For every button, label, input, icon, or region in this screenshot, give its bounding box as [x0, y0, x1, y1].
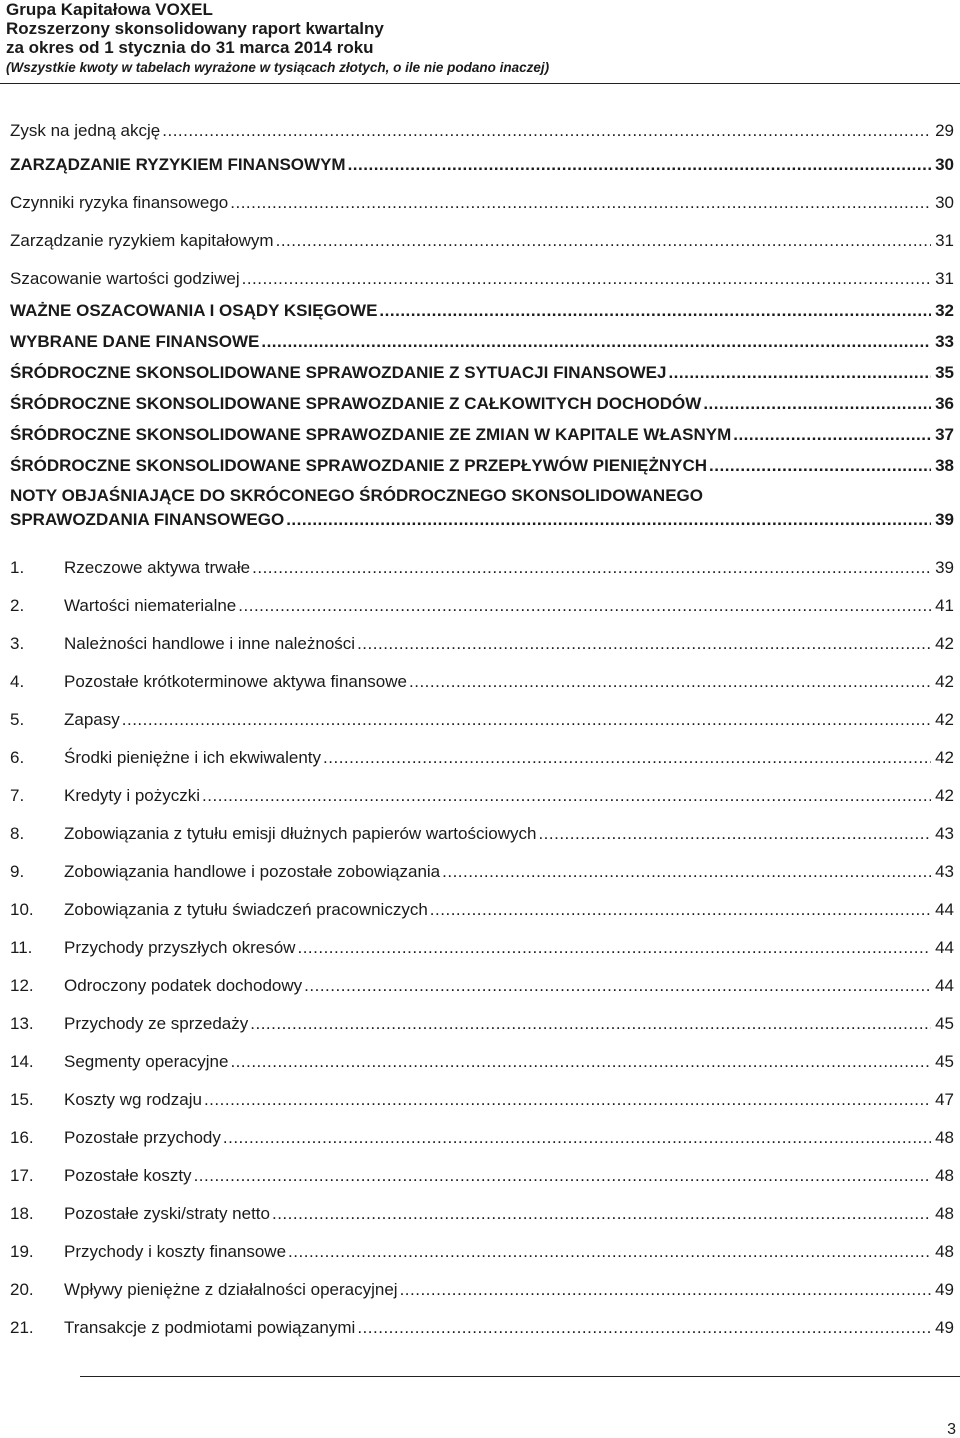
toc-entry-title: Zapasy — [64, 710, 120, 729]
toc-entry-title: Zysk na jedną akcję — [10, 121, 161, 140]
toc-entry[interactable] — [10, 360, 954, 384]
toc-note-entry[interactable] — [10, 1087, 954, 1111]
toc-entry-title: WAŻNE OSZACOWANIA I OSĄDY KSIĘGOWE — [10, 301, 378, 320]
toc-entry-title: ZARZĄDZANIE RYZYKIEM FINANSOWYM — [10, 155, 346, 174]
toc-entry-title: Pozostałe krótkoterminowe aktywa finansowe — [64, 672, 407, 691]
toc-entry-page: 44 — [935, 900, 954, 919]
toc-entry-page: 38 — [935, 456, 954, 475]
toc-leader — [286, 508, 931, 532]
toc-note-entry[interactable] — [10, 1239, 954, 1263]
toc-note-entry[interactable] — [10, 783, 954, 807]
toc-leader — [409, 671, 931, 693]
toc-entry-number: 9. — [10, 862, 25, 881]
toc-leader — [733, 424, 931, 446]
toc-entry-page: 48 — [935, 1166, 954, 1185]
toc-entry-number: 15. — [10, 1090, 34, 1109]
toc-entry-page: 43 — [935, 862, 954, 881]
toc-entry-title: Wpływy pieniężne z działalności operacyjnej — [64, 1280, 398, 1299]
toc-entry-title: Pozostałe przychody — [64, 1128, 221, 1147]
toc-entry[interactable] — [10, 453, 954, 477]
toc-entry-number: 1. — [10, 558, 25, 577]
toc-entry-page: 33 — [935, 332, 954, 351]
toc-leader — [230, 192, 931, 214]
toc-leader — [204, 1089, 931, 1111]
toc-entry-number: 7. — [10, 786, 25, 805]
toc-entry-number: 12. — [10, 976, 34, 995]
toc-entry-title: Przychody przyszłych okresów — [64, 938, 296, 957]
toc-entry-page: 35 — [935, 363, 954, 382]
toc-entry-title: ŚRÓDROCZNE SKONSOLIDOWANE SPRAWOZDANIE Z SYTUACJI FINANSOWEJ — [10, 363, 667, 382]
toc-leader — [430, 899, 931, 921]
toc-leader — [223, 1127, 931, 1149]
toc-leader — [242, 268, 931, 290]
toc-entry-title: ŚRÓDROCZNE SKONSOLIDOWANE SPRAWOZDANIE Z PRZEPŁYWÓW PIENIĘŻNYCH — [10, 456, 708, 475]
toc-leader — [252, 557, 931, 579]
toc-leader — [357, 633, 931, 655]
toc-entry-number: 10. — [10, 900, 34, 919]
toc-entry-number: 16. — [10, 1128, 34, 1147]
toc-entry-page: 44 — [935, 938, 954, 957]
toc-leader — [261, 331, 931, 353]
toc-entry-page: 41 — [935, 596, 954, 615]
toc-entry-page: 43 — [935, 824, 954, 843]
toc-leader — [323, 747, 931, 769]
toc-leader — [202, 785, 931, 807]
toc-entry-page: 49 — [935, 1318, 954, 1337]
toc-entry[interactable] — [10, 422, 954, 446]
toc-note-entry[interactable] — [10, 1277, 954, 1301]
toc-note-entry[interactable] — [10, 859, 954, 883]
toc-entry-title-continued: SPRAWOZDANIA FINANSOWEGO — [10, 510, 285, 529]
toc-entry-page: 48 — [935, 1128, 954, 1147]
toc-entry-title: WYBRANE DANE FINANSOWE — [10, 332, 260, 351]
toc-entry-title: ŚRÓDROCZNE SKONSOLIDOWANE SPRAWOZDANIE Z CAŁKOWITYCH DOCHODÓW — [10, 394, 702, 413]
toc-entry-title: Kredyty i pożyczki — [64, 786, 201, 805]
toc-entry-page: 42 — [935, 672, 954, 691]
toc-note-entry[interactable] — [10, 555, 954, 579]
toc-leader — [379, 300, 931, 322]
toc-entry-number: 18. — [10, 1204, 34, 1223]
toc-entry-title: Wartości niematerialne — [64, 596, 237, 615]
toc-entry-title: Przychody ze sprzedaży — [64, 1014, 249, 1033]
toc-leader — [538, 823, 931, 845]
toc-entry-title: NOTY OBJAŚNIAJĄCE DO SKRÓCONEGO ŚRÓDROCZNEGO SKONSOLIDOWANEGO — [10, 486, 703, 505]
company-name: Grupa Kapitałowa VOXEL — [6, 0, 213, 19]
toc-entry-number: 17. — [10, 1166, 34, 1185]
toc-entry-number: 19. — [10, 1242, 34, 1261]
toc-leader — [250, 1013, 931, 1035]
report-period: za okres od 1 stycznia do 31 marca 2014 roku — [6, 38, 374, 57]
toc-entry[interactable] — [10, 484, 954, 532]
toc-entry-title: Środki pieniężne i ich ekwiwalenty — [64, 748, 322, 767]
toc-entry-title: Szacowanie wartości godziwej — [10, 269, 240, 288]
toc-entry-page: 29 — [935, 121, 954, 140]
toc-entry-page: 39 — [935, 558, 954, 577]
toc-entry-number: 11. — [10, 938, 33, 957]
toc-entry[interactable] — [10, 266, 954, 290]
toc-entry-page: 36 — [935, 394, 954, 413]
toc-leader — [162, 120, 931, 142]
toc-leader — [238, 595, 931, 617]
toc-entry-number: 14. — [10, 1052, 34, 1071]
toc-note-entry[interactable] — [10, 1049, 954, 1073]
toc-entry-page: 45 — [935, 1014, 954, 1033]
toc-entry[interactable] — [10, 118, 954, 142]
report-title: Rozszerzony skonsolidowany raport kwartalny — [6, 19, 384, 38]
toc-entry-page: 31 — [935, 231, 954, 250]
toc-entry-number: 4. — [10, 672, 25, 691]
toc-entry-title: Czynniki ryzyka finansowego — [10, 193, 229, 212]
page-number: 3 — [947, 1421, 956, 1438]
toc-entry-title: Segmenty operacyjne — [64, 1052, 229, 1071]
toc-entry-page: 45 — [935, 1052, 954, 1071]
toc-entry-page: 42 — [935, 710, 954, 729]
toc-leader — [297, 937, 931, 959]
toc-entry-number: 20. — [10, 1280, 34, 1299]
toc-note-entry[interactable] — [10, 1315, 954, 1339]
toc-entry-page: 47 — [935, 1090, 954, 1109]
toc-entry-page: 30 — [935, 155, 954, 174]
toc-note-entry[interactable] — [10, 1201, 954, 1225]
toc-entry-page: 42 — [935, 786, 954, 805]
toc-note-entry[interactable] — [10, 669, 954, 693]
toc-leader — [357, 1317, 931, 1339]
toc-entry-page: 32 — [935, 301, 954, 320]
toc-entry-page: 49 — [935, 1280, 954, 1299]
toc-entry-title: Pozostałe zyski/straty netto — [64, 1204, 270, 1223]
amounts-note: (Wszystkie kwoty w tabelach wyrażone w tysiącach złotych, o ile nie podano inaczej) — [6, 60, 550, 75]
toc-leader — [348, 154, 932, 176]
toc-entry-page: 30 — [935, 193, 954, 212]
toc-entry-title: Transakcje z podmiotami powiązanymi — [64, 1318, 356, 1337]
toc-entry-number: 8. — [10, 824, 25, 843]
document-header — [6, 0, 946, 77]
toc-entry-number: 13. — [10, 1014, 34, 1033]
toc-entry-title: Należności handlowe i inne należności — [64, 634, 356, 653]
toc-entry-page: 31 — [935, 269, 954, 288]
toc-entry[interactable] — [10, 391, 954, 415]
toc-note-entry[interactable] — [10, 1163, 954, 1187]
toc-leader — [304, 975, 931, 997]
toc-note-entry[interactable] — [10, 707, 954, 731]
toc-entry-number: 2. — [10, 596, 25, 615]
toc-entry-title: Pozostałe koszty — [64, 1166, 192, 1185]
toc-note-entry[interactable] — [10, 973, 954, 997]
toc-entry-page: 39 — [935, 510, 954, 529]
toc-leader — [400, 1279, 932, 1301]
toc-entry-page: 37 — [935, 425, 954, 444]
toc-note-entry[interactable] — [10, 631, 954, 655]
toc-entry-title: Koszty wg rodzaju — [64, 1090, 202, 1109]
toc-entry-title: Rzeczowe aktywa trwałe — [64, 558, 251, 577]
toc-entry-number: 3. — [10, 634, 25, 653]
toc-leader — [703, 393, 931, 415]
toc-note-entry[interactable] — [10, 897, 954, 921]
toc-entry-title: Zobowiązania z tytułu świadczeń pracowniczych — [64, 900, 428, 919]
toc-leader — [272, 1203, 931, 1225]
toc-entry-number: 5. — [10, 710, 25, 729]
toc-entry-page: 44 — [935, 976, 954, 995]
toc-entry[interactable] — [10, 152, 954, 176]
toc-entry-title: Zarządzanie ryzykiem kapitałowym — [10, 231, 274, 250]
toc-note-entry[interactable] — [10, 1125, 954, 1149]
toc-leader — [276, 230, 931, 252]
footer-divider — [80, 1376, 960, 1377]
toc-entry-title: Przychody i koszty finansowe — [64, 1242, 287, 1261]
toc-note-entry[interactable] — [10, 745, 954, 769]
toc-leader — [194, 1165, 932, 1187]
toc-entry[interactable] — [10, 329, 954, 353]
toc-entry-number: 6. — [10, 748, 25, 767]
toc-entry-page: 42 — [935, 748, 954, 767]
toc-leader — [230, 1051, 931, 1073]
toc-entry-title: Zobowiązania z tytułu emisji dłużnych papierów wartościowych — [64, 824, 537, 843]
toc-note-entry[interactable] — [10, 593, 954, 617]
header-divider — [0, 83, 960, 84]
toc-entry-title: Odroczony podatek dochodowy — [64, 976, 303, 995]
toc-entry-page: 42 — [935, 634, 954, 653]
toc-leader — [709, 455, 931, 477]
toc-entry-page: 48 — [935, 1242, 954, 1261]
toc-note-entry[interactable] — [10, 1011, 954, 1035]
toc-leader — [668, 362, 931, 384]
toc-leader — [122, 709, 931, 731]
toc-entry-title: ŚRÓDROCZNE SKONSOLIDOWANE SPRAWOZDANIE ZE ZMIAN W KAPITALE WŁASNYM — [10, 425, 732, 444]
toc-leader — [442, 861, 931, 883]
toc-note-entry[interactable] — [10, 935, 954, 959]
toc-leader — [288, 1241, 931, 1263]
toc-note-entry[interactable] — [10, 821, 954, 845]
toc-entry[interactable] — [10, 298, 954, 322]
toc-entry[interactable] — [10, 190, 954, 214]
toc-entry[interactable] — [10, 228, 954, 252]
toc-entry-page: 48 — [935, 1204, 954, 1223]
toc-entry-number: 21. — [10, 1318, 34, 1337]
toc-entry-title: Zobowiązania handlowe i pozostałe zobowiązania — [64, 862, 441, 881]
